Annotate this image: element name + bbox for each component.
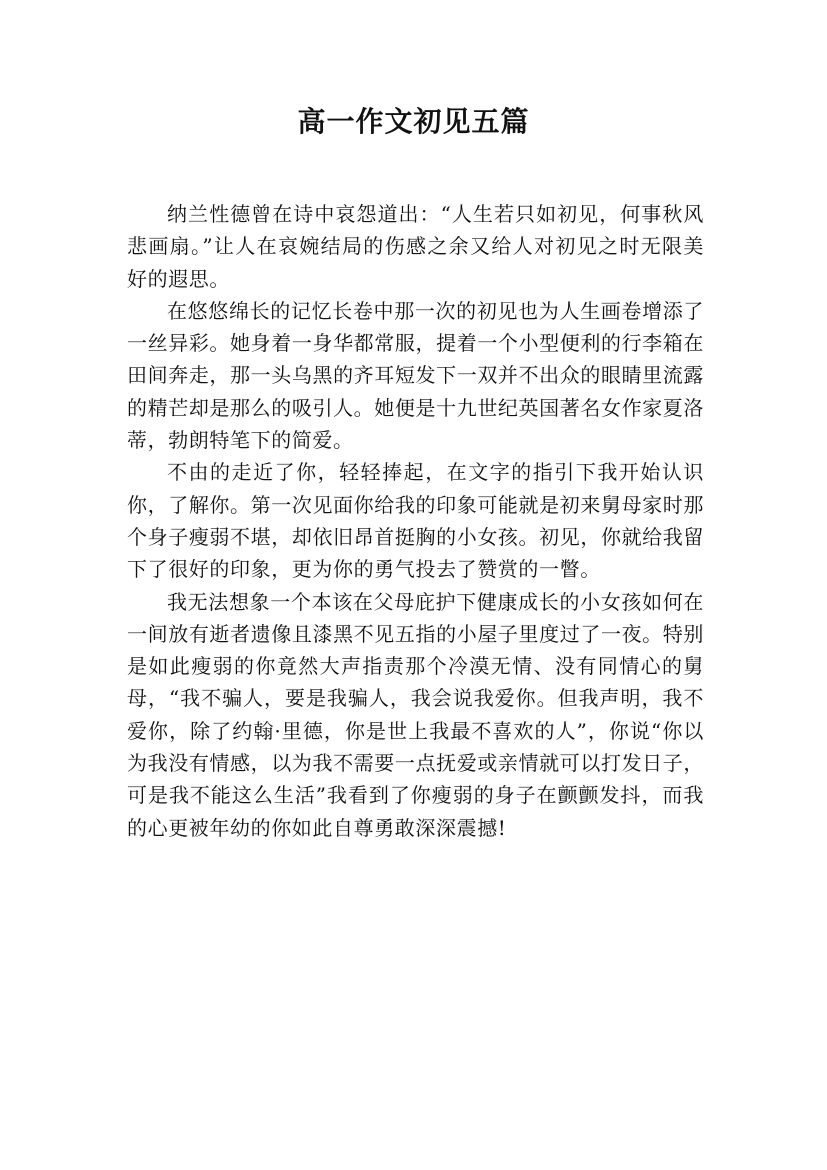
paragraph: 不由的走近了你，轻轻捧起，在文字的指引下我开始认识你，了解你。第一次见面你给我的印象可能就是初来舅母家时那个身子瘦弱不堪，却依旧昂首挺胸的小女孩。初见，你就给我留下了很好的印象，更为你的勇气投去了赞赏的一瞥。 — [127, 460, 704, 582]
paragraph: 在悠悠绵长的记忆长卷中那一次的初见也为人生画卷增添了一丝异彩。她身着一身华都常服，提着一个小型便利的行李箱在田间奔走，那一头乌黑的齐耳短发下一双并不出众的眼睛里流露的精芒却是那么的吸引人。她便是十九世纪英国著名女作家夏洛蒂，勃朗特笔下的简爱。 — [127, 298, 704, 453]
paragraph: 纳兰性德曾在诗中哀怨道出：“人生若只如初见，何事秋风悲画扇。”让人在哀婉结局的伤感之余又给人对初见之时无限美好的遐思。 — [127, 202, 704, 291]
document-body — [127, 198, 704, 844]
document-title: 高一作文初见五篇 — [297, 105, 530, 138]
paragraph: 我无法想象一个本该在父母庇护下健康成长的小女孩如何在一间放有逝者遗像且漆黑不见五指的小屋子里度过了一夜。特别是如此瘦弱的你竟然大声指责那个冷漠无情、没有同情心的舅母，“我不骗人，要是我骗人，我会说我爱你。但我声明，我不爱你，除了约翰·里德，你是世上我最不喜欢的人”，你说“你以为我没有情感，以为我不需要一点抚爱或亲情就可以打发日子，可是我不能这么生活”我看到了你瘦弱的身子在颤颤发抖，而我的心更被年幼的你如此自尊勇敢深深震撼! — [127, 589, 704, 840]
